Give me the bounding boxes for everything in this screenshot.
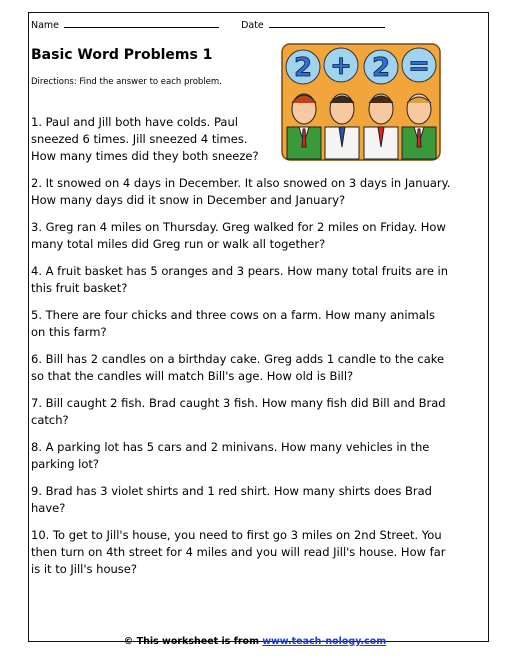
problem-item: 1. Paul and Jill both have colds. Paul sneezed 6 times. Jill sneezed 4 times. How many times did they both sneeze? [31,115,259,163]
footer-prefix: © This worksheet is from [123,636,263,647]
problem-item: 7. Bill caught 2 fish. Brad caught 3 fish. How many fish did Bill and Brad catch? [31,396,446,427]
problem-item: 2. It snowed on 4 days in December. It also snowed on 3 days in January. How many days did it snow in December and January? [31,176,451,207]
name-blank-line [64,17,219,28]
date-field[interactable] [241,17,385,31]
clipart-symbol: + [330,51,352,81]
teach-nology-link[interactable]: www.teach-nology.com [262,636,387,647]
clipart-symbol: 2 [371,53,391,83]
problem-item: 4. A fruit basket has 5 oranges and 3 pears. How many total fruits are in this fruit basket? [31,264,449,295]
page-title: Basic Word Problems 1 [31,47,213,63]
footer-credit [0,636,510,647]
clipart-symbol: 2 [293,53,313,83]
problem-item: 9. Brad has 3 violet shirts and 1 red shirt. How many shirts does Brad have? [31,484,432,515]
problem-item: 10. To get to Jill's house, you need to first go 3 miles on 2nd Street. You then turn on 4th street for 4 miles and you will read Jill's house. How far is it to Jill's house? [31,528,446,576]
date-label: Date [241,20,264,31]
date-blank-line [269,17,385,28]
problem-item: 3. Greg ran 4 miles on Thursday. Greg walked for 2 miles on Friday. How many total miles did Greg run or walk all together? [31,220,446,251]
clipart-symbol: = [408,51,430,81]
header-row [31,17,385,31]
problem-item: 5. There are four chicks and three cows on a farm. How many animals on this farm? [31,308,435,339]
name-label: Name [31,20,60,31]
problem-item: 6. Bill has 2 candles on a birthday cake. Greg adds 1 candle to the cake so that the candles will match Bill's age. How old is Bill? [31,352,445,383]
problem-list [31,114,451,588]
problem-item: 8. A parking lot has 5 cars and 2 minivans. How many vehicles in the parking lot? [31,440,430,471]
directions-text: Directions: Find the answer to each problem. [31,77,222,87]
name-field[interactable] [31,17,219,31]
